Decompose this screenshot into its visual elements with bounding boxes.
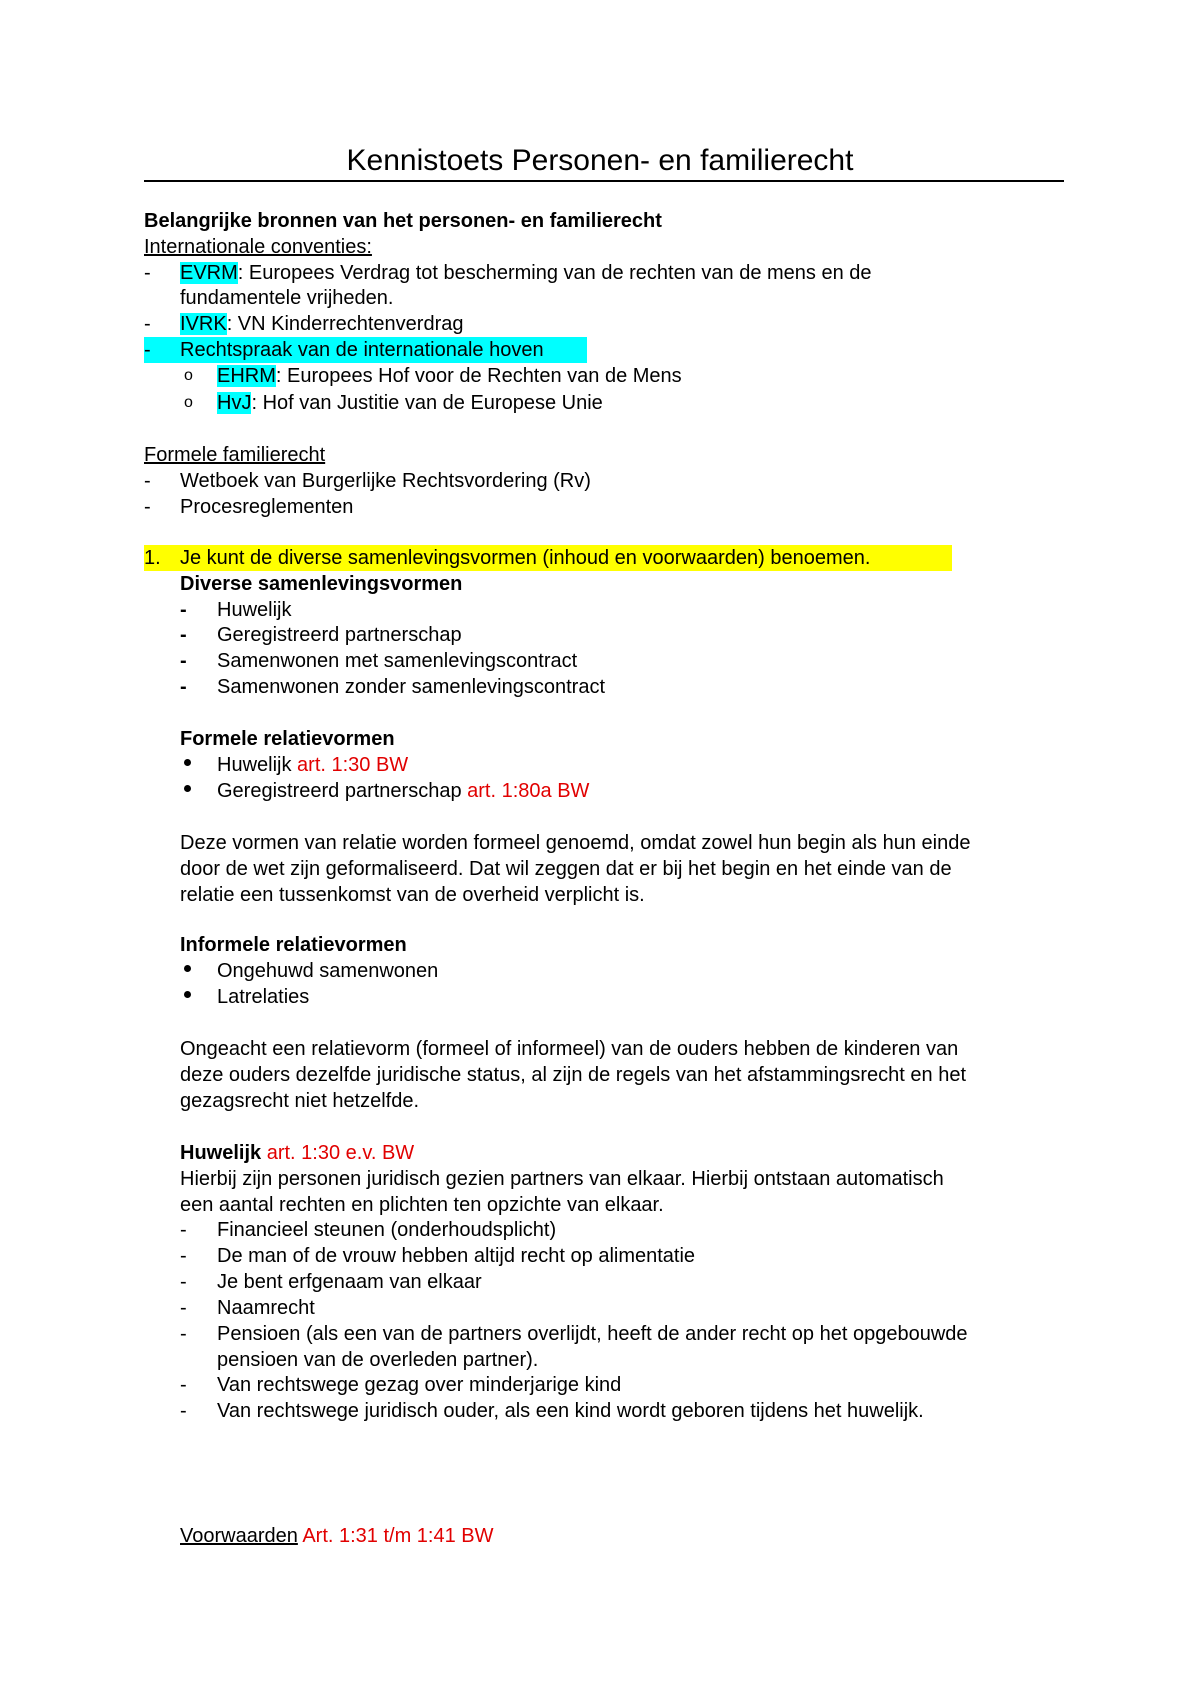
- informele-item: Ongehuwd samenwonen: [217, 960, 439, 982]
- bullet-icon: [184, 991, 191, 998]
- dash-marker: -: [180, 624, 187, 646]
- ivrk-abbr: IVRK: [180, 313, 227, 335]
- paragraph-line: Deze vormen van relatie worden formeel genoemd, omdat zowel hun begin als hun einde: [180, 832, 971, 854]
- huwelijk-item: Van rechtswege gezag over minderjarige kind: [217, 1374, 622, 1396]
- huwelijk-item: De man of de vrouw hebben altijd recht op alimentatie: [217, 1245, 696, 1267]
- diverse-item: Samenwonen met samenlevingscontract: [217, 650, 578, 672]
- sub-marker: o: [184, 367, 193, 384]
- paragraph-line: Ongeacht een relatievorm (formeel of informeel) van de ouders hebben de kinderen van: [180, 1038, 959, 1060]
- formele-item-text: Huwelijk: [217, 754, 298, 776]
- dash-marker: -: [144, 339, 151, 361]
- formele-item-text: Geregistreerd partnerschap: [217, 780, 468, 802]
- bullet-icon: [184, 759, 191, 766]
- formele-item: [217, 778, 589, 804]
- ehrm-abbr: EHRM: [217, 365, 276, 387]
- section-1-text: Je kunt de diverse samenlevingsvormen (inhoud en voorwaarden) benoemen.: [180, 547, 871, 569]
- ivrk-item: [180, 311, 463, 337]
- diverse-heading: Diverse samenlevingsvormen: [180, 573, 463, 595]
- article-reference: Art. 1:31 t/m 1:41 BW: [297, 1525, 494, 1547]
- dash-marker: -: [180, 1400, 187, 1422]
- huwelijk-item: Je bent erfgenaam van elkaar: [217, 1271, 482, 1293]
- dash-marker: -: [144, 313, 151, 335]
- paragraph-line: deze ouders dezelfde juridische status, al zijn de regels van het afstammingsrecht en het: [180, 1064, 966, 1086]
- section-1-number: 1.: [144, 547, 161, 569]
- huwelijk-item-cont: pensioen van de overleden partner).: [217, 1349, 539, 1371]
- informele-heading: Informele relatievormen: [180, 934, 407, 956]
- document-title: Kennistoets Personen- en familierecht: [346, 144, 854, 177]
- dash-marker: -: [144, 262, 151, 284]
- huwelijk-item: Naamrecht: [217, 1297, 315, 1319]
- sub-marker: o: [184, 394, 193, 411]
- evrm-abbr: EVRM: [180, 262, 238, 284]
- diverse-item: Huwelijk: [217, 599, 292, 621]
- ivrk-text: : VN Kinderrechtenverdrag: [226, 313, 464, 335]
- diverse-item: Samenwonen zonder samenlevingscontract: [217, 676, 605, 698]
- evrm-text-cont: fundamentele vrijheden.: [180, 287, 394, 309]
- dash-marker: -: [180, 1323, 187, 1345]
- formeel-label: Formele familierecht: [144, 444, 326, 466]
- dash-marker: -: [180, 1374, 187, 1396]
- paragraph-line: relatie een tussenkomst van de overheid verplicht is.: [180, 884, 645, 906]
- proces-item: Procesreglementen: [180, 496, 354, 518]
- hvj-text: : Hof van Justitie van de Europese Unie: [251, 392, 603, 414]
- bullet-icon: [184, 965, 191, 972]
- ehrm-item: [217, 363, 682, 389]
- huwelijk-item: Van rechtswege juridisch ouder, als een kind wordt geboren tijdens het huwelijk.: [217, 1400, 924, 1422]
- huwelijk-item: Financieel steunen (onderhoudsplicht): [217, 1219, 557, 1241]
- evrm-item: [180, 260, 872, 286]
- hvj-abbr: HvJ: [217, 392, 252, 414]
- paragraph-line: Hierbij zijn personen juridisch gezien partners van elkaar. Hierbij ontstaan automatisch: [180, 1168, 944, 1190]
- dash-marker: -: [180, 650, 187, 672]
- dash-marker: -: [180, 1297, 187, 1319]
- bronnen-heading: Belangrijke bronnen van het personen- en familierecht: [144, 210, 662, 232]
- dash-marker: -: [180, 1219, 187, 1241]
- section-1-goal: [144, 545, 952, 571]
- diverse-item: Geregistreerd partnerschap: [217, 624, 462, 646]
- paragraph-line: door de wet zijn geformaliseerd. Dat wil zeggen dat er bij het begin en het einde van de: [180, 858, 952, 880]
- hvj-item: [217, 390, 603, 416]
- formele-item: [217, 752, 408, 778]
- rechtspraak-text: Rechtspraak van de internationale hoven: [180, 339, 544, 361]
- ehrm-text: : Europees Hof voor de Rechten van de Mens: [275, 365, 682, 387]
- voorwaarden-label: Voorwaarden: [180, 1525, 298, 1547]
- article-reference: art. 1:30 e.v. BW: [261, 1142, 415, 1164]
- article-reference: art. 1:80a BW: [467, 780, 590, 802]
- voorwaarden-line: [180, 1523, 494, 1549]
- informele-item: Latrelaties: [217, 986, 310, 1008]
- huwelijk-item: Pensioen (als een van de partners overlijdt, heeft de ander recht op het opgebouwde: [217, 1323, 968, 1345]
- dash-marker: -: [180, 676, 187, 698]
- huwelijk-heading-line: [180, 1140, 414, 1166]
- dash-marker: -: [144, 496, 151, 518]
- evrm-text: : Europees Verdrag tot bescherming van de rechten van de mens en de: [237, 262, 872, 284]
- huwelijk-heading: Huwelijk: [180, 1142, 262, 1164]
- title-underline: [144, 180, 1064, 182]
- dash-marker: -: [144, 470, 151, 492]
- dash-marker: -: [180, 1245, 187, 1267]
- rv-item: Wetboek van Burgerlijke Rechtsvordering (Rv): [180, 470, 591, 492]
- bullet-icon: [184, 785, 191, 792]
- internationaal-label: Internationale conventies:: [144, 236, 372, 258]
- article-reference: art. 1:30 BW: [297, 754, 409, 776]
- paragraph-line: een aantal rechten en plichten ten opzichte van elkaar.: [180, 1194, 664, 1216]
- paragraph-line: gezagsrecht niet hetzelfde.: [180, 1090, 420, 1112]
- dash-marker: -: [180, 1271, 187, 1293]
- rechtspraak-item: [144, 337, 587, 363]
- dash-marker: -: [180, 599, 187, 621]
- formele-heading: Formele relatievormen: [180, 728, 395, 750]
